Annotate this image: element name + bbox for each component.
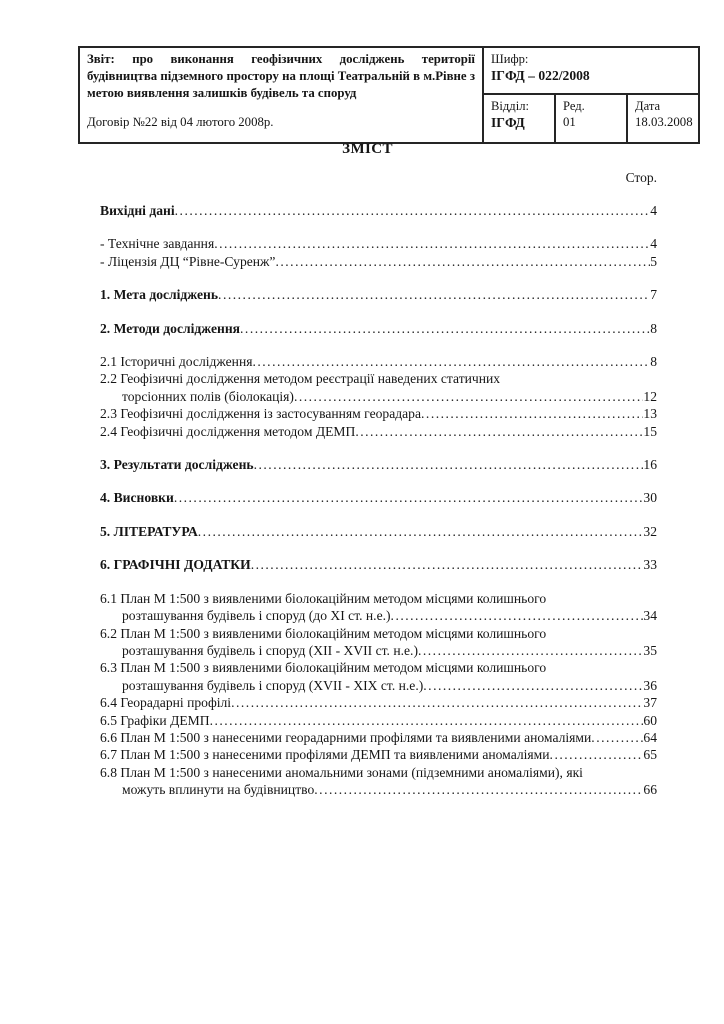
page-column-label: Стор. bbox=[625, 170, 657, 185]
toc-row bbox=[100, 712, 657, 729]
toc-row bbox=[100, 235, 657, 252]
toc-entry-text: 6.6 План М 1:500 з нанесеними георадарними профілями та виявленими аномаліями bbox=[100, 729, 592, 745]
toc-dot-leader bbox=[254, 456, 644, 473]
revision-value: 01 bbox=[563, 115, 576, 129]
date-label: Дата bbox=[635, 99, 661, 113]
toc-dot-leader bbox=[175, 202, 651, 219]
toc-dot-leader bbox=[214, 235, 650, 252]
toc-page-number: 30 bbox=[643, 490, 657, 506]
toc-page-number: 8 bbox=[650, 320, 657, 336]
toc-row bbox=[100, 370, 657, 387]
toc-dot-leader bbox=[198, 523, 644, 540]
toc-entry bbox=[100, 625, 657, 660]
toc-dot-leader bbox=[391, 607, 644, 624]
toc-entry-text: 2.1 Історичні дослідження bbox=[100, 354, 253, 370]
toc-dot-leader bbox=[174, 489, 644, 506]
toc-entry-text: 5. ЛІТЕРАТУРА bbox=[100, 523, 198, 539]
cipher-value: ІГФД – 022/2008 bbox=[491, 68, 590, 83]
toc-row bbox=[100, 677, 657, 694]
toc-row bbox=[100, 489, 657, 506]
toc-row bbox=[100, 523, 657, 540]
toc-entry-text: Вихідні дані bbox=[100, 203, 175, 218]
toc-page-number: 15 bbox=[643, 423, 657, 439]
toc-dot-leader bbox=[355, 423, 643, 440]
toc-entry bbox=[100, 523, 657, 540]
toc-dot-leader bbox=[421, 405, 643, 422]
toc-page-number: 37 bbox=[643, 695, 657, 711]
toc-page-number: 65 bbox=[643, 747, 657, 763]
toc-entry-text: 6.4 Георадарні профілі bbox=[100, 695, 232, 711]
cipher-cell bbox=[483, 47, 699, 94]
toc-entry-text: 1. Мета досліджень bbox=[100, 287, 219, 303]
toc-row bbox=[100, 423, 657, 440]
toc-page-number: 33 bbox=[643, 557, 657, 573]
toc-entry bbox=[100, 456, 657, 473]
toc-entry bbox=[100, 320, 657, 337]
toc-row bbox=[100, 746, 657, 763]
toc-dot-leader bbox=[210, 712, 644, 729]
toc-entry-text: розташування будівель і споруд (XII - XVII ст. н.е.) bbox=[122, 642, 418, 658]
toc-dot-leader bbox=[423, 677, 643, 694]
toc-page-number: 66 bbox=[643, 782, 657, 798]
toc-entry bbox=[100, 489, 657, 506]
toc-entry-text: 6.3 План М 1:500 з виявленими біолокаційним методом місцями колишнього bbox=[100, 660, 547, 676]
toc-page-number: 5 bbox=[650, 253, 657, 269]
toc-page-number: 4 bbox=[650, 203, 657, 218]
toc-dot-leader bbox=[240, 320, 650, 337]
toc-entry-text: 2.2 Геофізичні дослідження методом реєстрації наведених статичних bbox=[100, 371, 501, 387]
toc-entry bbox=[100, 556, 657, 573]
toc-dot-leader bbox=[218, 286, 650, 303]
toc-entry bbox=[100, 659, 657, 694]
toc-page-number: 16 bbox=[643, 457, 657, 473]
toc-row bbox=[100, 286, 657, 303]
toc-row bbox=[100, 556, 657, 573]
toc-entry-text: 6.8 План М 1:500 з нанесеними аномальними зонами (підземними аномаліями), які bbox=[100, 764, 583, 780]
toc-entry-text: торсіонних полів (біолокація) bbox=[122, 388, 294, 404]
toc-row bbox=[100, 388, 657, 405]
toc-row bbox=[100, 625, 657, 642]
toc-entry bbox=[100, 353, 657, 370]
date-value: 18.03.2008 bbox=[635, 115, 693, 129]
cipher-label: Шифр: bbox=[491, 52, 529, 66]
toc-entry-text: 6.2 План М 1:500 з виявленими біолокаційним методом місцями колишнього bbox=[100, 625, 547, 641]
date-cell bbox=[627, 94, 699, 143]
toc-entry-text: 4. Висновки bbox=[100, 490, 174, 506]
toc-entry-text: 6.1 План М 1:500 з виявленими біолокаційним методом місцями колишнього bbox=[100, 590, 547, 606]
toc-list bbox=[100, 202, 657, 799]
toc-page-number: 8 bbox=[650, 354, 657, 370]
toc-entry-text: 3. Результати досліджень bbox=[100, 457, 254, 473]
toc-page-number: 36 bbox=[643, 677, 657, 693]
toc-entry-text: 6. ГРАФІЧНІ ДОДАТКИ bbox=[100, 557, 251, 573]
toc-dot-leader bbox=[418, 642, 643, 659]
toc-entry-text: розташування будівель і споруд (XVII - XIX ст. н.е.) bbox=[122, 677, 424, 693]
toc-dot-leader bbox=[314, 781, 643, 798]
toc-row bbox=[100, 729, 657, 746]
toc-dot-leader bbox=[294, 388, 643, 405]
toc-row bbox=[100, 253, 657, 270]
toc-dot-leader bbox=[275, 253, 650, 270]
toc-entry-text: можуть вплинути на будівництво bbox=[122, 782, 315, 798]
toc-entry bbox=[100, 405, 657, 422]
toc-row bbox=[100, 659, 657, 676]
title-block-main-cell bbox=[79, 47, 483, 143]
toc-page-number: 34 bbox=[643, 608, 657, 624]
table-of-contents bbox=[100, 141, 657, 799]
toc-page-number: 60 bbox=[643, 712, 657, 728]
department-label: Відділ: bbox=[491, 99, 529, 113]
toc-dot-leader bbox=[591, 729, 643, 746]
toc-page-number: 4 bbox=[650, 236, 657, 252]
toc-dot-leader bbox=[251, 556, 644, 573]
toc-entry-text: 2.3 Геофізичні дослідження із застосуванням георадара bbox=[100, 406, 422, 422]
toc-entry-text: - Ліцензія ДЦ “Рівне-Суренж” bbox=[100, 253, 276, 269]
toc-title: ЗМІСТ bbox=[342, 141, 393, 157]
contract-line: Договір №22 від 04 лютого 2008р. bbox=[87, 115, 274, 129]
toc-page-number: 32 bbox=[643, 523, 657, 539]
department-value: ІГФД bbox=[491, 115, 525, 130]
report-title: Звіт: про виконання геофізичних досліджень території будівництва підземного простору на площі Театральній в м.Рівне з метою виявлення залишків будівель та споруд bbox=[87, 52, 475, 100]
toc-row bbox=[100, 781, 657, 798]
toc-row bbox=[100, 694, 657, 711]
toc-row bbox=[100, 202, 657, 219]
department-cell bbox=[483, 94, 555, 143]
toc-dot-leader bbox=[252, 353, 650, 370]
toc-entry-text: 6.5 Графіки ДЕМП bbox=[100, 712, 210, 728]
toc-entry bbox=[100, 370, 657, 405]
toc-row bbox=[100, 642, 657, 659]
toc-row bbox=[100, 456, 657, 473]
toc-page-number: 35 bbox=[643, 642, 657, 658]
toc-entry-text: - Технічне завдання bbox=[100, 236, 215, 252]
toc-dot-leader bbox=[550, 746, 644, 763]
toc-entry bbox=[100, 590, 657, 625]
toc-page-number: 12 bbox=[643, 388, 657, 404]
toc-page-number: 64 bbox=[643, 729, 657, 745]
toc-row bbox=[100, 607, 657, 624]
revision-cell bbox=[555, 94, 627, 143]
toc-page-number: 13 bbox=[643, 406, 657, 422]
toc-entry-text: 2. Методи дослідження bbox=[100, 320, 241, 336]
toc-row bbox=[100, 320, 657, 337]
toc-entry bbox=[100, 286, 657, 303]
toc-entry-text: розташування будівель і споруд (до XI ст. н.е.) bbox=[122, 608, 391, 624]
toc-row bbox=[100, 764, 657, 781]
toc-entry bbox=[100, 235, 657, 252]
title-block-table bbox=[78, 46, 700, 144]
toc-row bbox=[100, 590, 657, 607]
toc-entry bbox=[100, 253, 657, 270]
toc-entry bbox=[100, 746, 657, 763]
toc-row bbox=[100, 353, 657, 370]
toc-dot-leader bbox=[231, 694, 643, 711]
toc-entry bbox=[100, 764, 657, 799]
toc-entry bbox=[100, 202, 657, 219]
toc-entry bbox=[100, 423, 657, 440]
toc-entry bbox=[100, 694, 657, 711]
toc-row bbox=[100, 405, 657, 422]
toc-page-number: 7 bbox=[650, 287, 657, 303]
toc-entry bbox=[100, 712, 657, 729]
toc-entry-text: 6.7 План М 1:500 з нанесеними профілями ДЕМП та виявленими аномаліями bbox=[100, 747, 550, 763]
toc-entry bbox=[100, 729, 657, 746]
revision-label: Ред. bbox=[563, 99, 585, 113]
toc-entry-text: 2.4 Геофізичні дослідження методом ДЕМП bbox=[100, 423, 356, 439]
